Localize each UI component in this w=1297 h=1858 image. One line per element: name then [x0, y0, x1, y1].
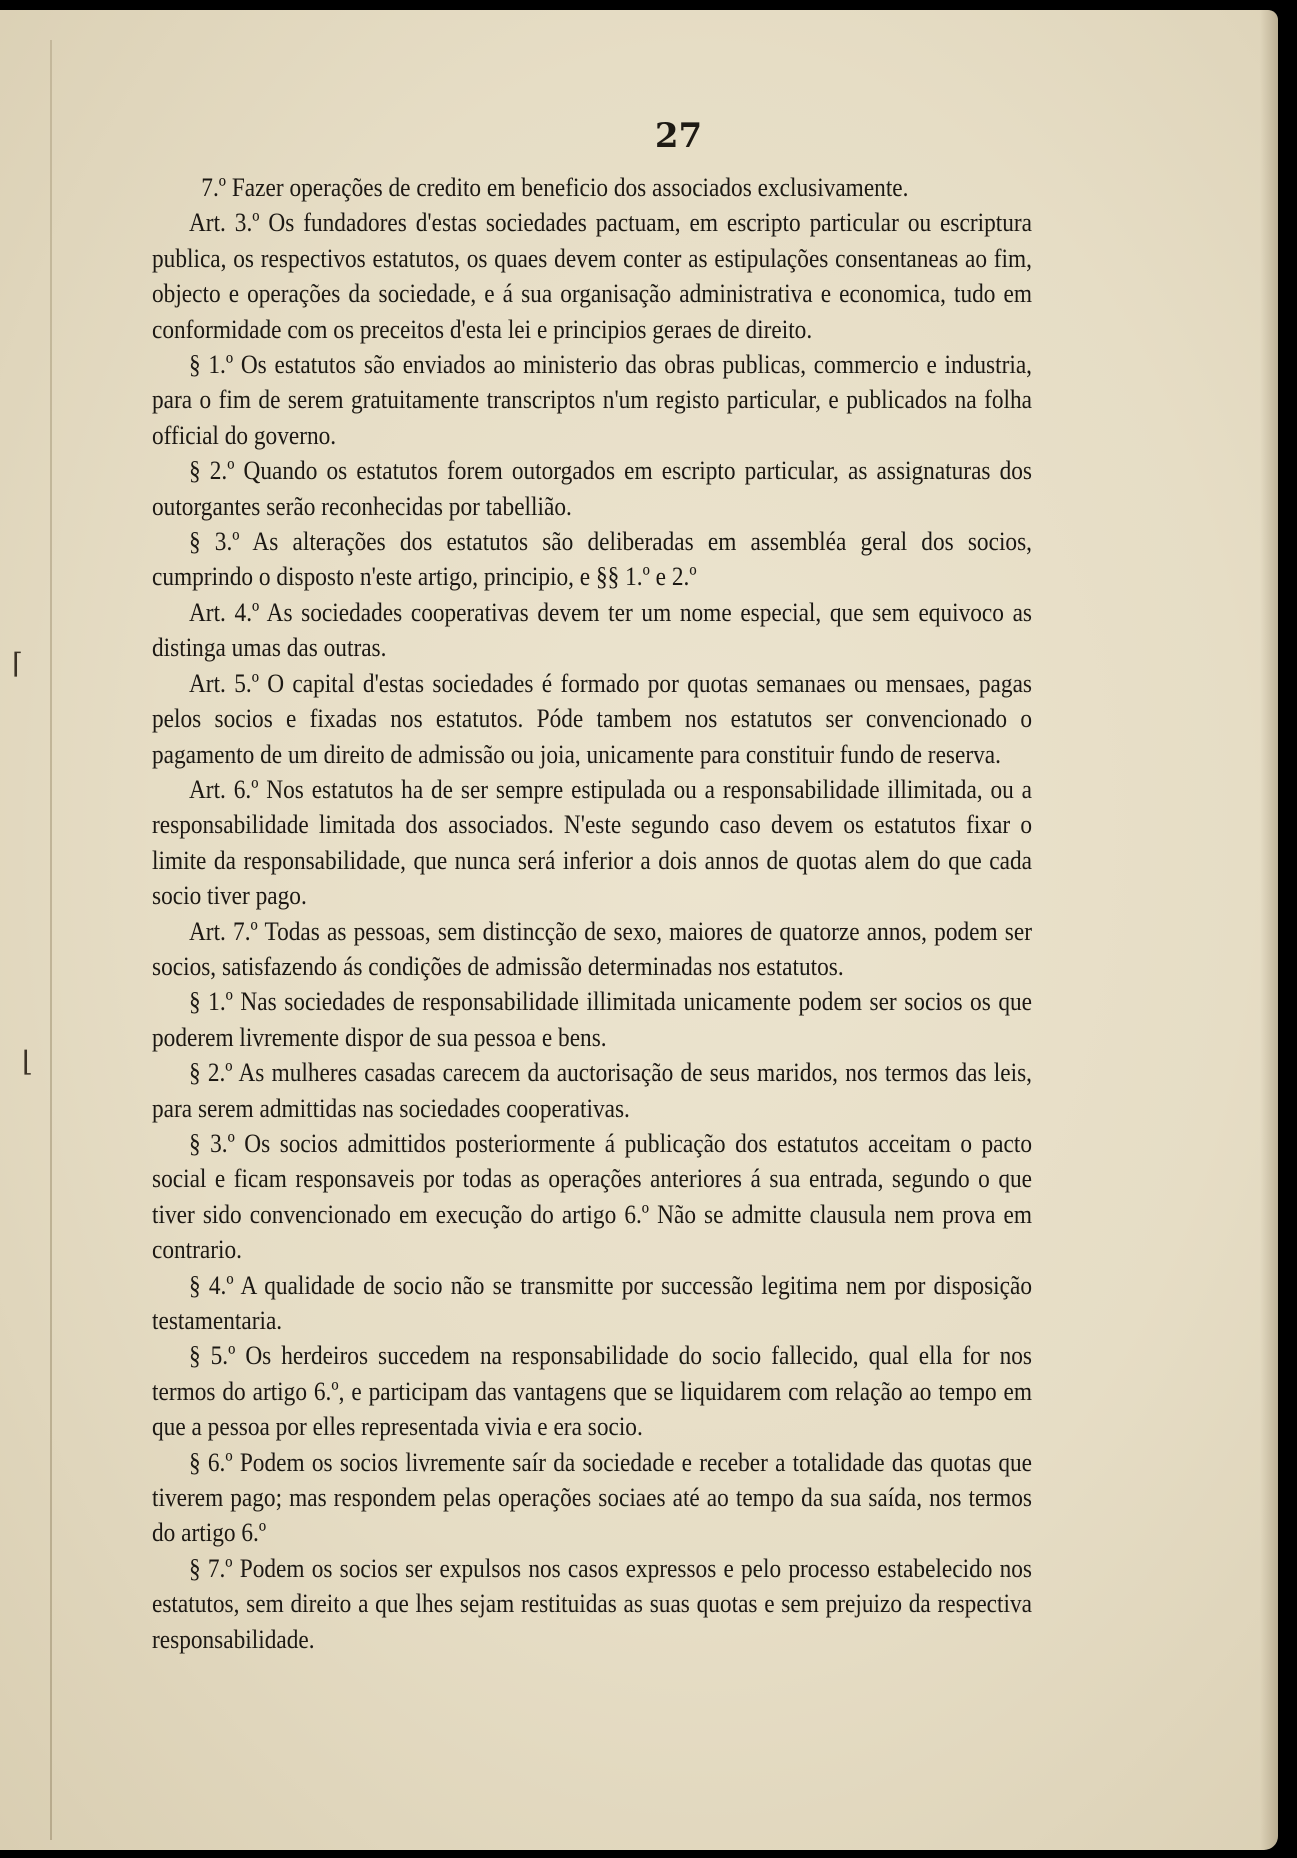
margin-mark-icon: ⌊	[22, 1045, 33, 1078]
paragraph: Art. 7.º Todas as pessoas, sem distincção de sexo, maiores de quatorze annos, podem ser socios, satisfazendo ás condições de admissão determinadas nos estatutos.	[152, 915, 1033, 981]
page-edge-shadow	[1260, 10, 1278, 1850]
paragraph: § 1.º Os estatutos são enviados ao ministerio das obras publicas, commercio e industria, para o fim de serem gratuitamente transcriptos n'um registo particular, e publicados na folha official do governo.	[152, 349, 1033, 450]
paragraph: § 5.º Os herdeiros succedem na responsabilidade do socio fallecido, qual ella for nos termos do artigo 6.º, e participam das vantagens que se liquidarem com relação ao tempo em que a pessoa por elles representada vivia e era socio.	[152, 1340, 1033, 1442]
paragraph: § 2.º Quando os estatutos forem outorgados em escripto particular, as assignaturas dos outorgantes serão reconhecidas por tabellião.	[152, 455, 1033, 521]
paragraph: § 6.º Podem os socios livremente saír da sociedade e receber a totalidade das quotas que tiverem pago; mas respondem pelas operações sociaes até ao tempo da sua saída, nos termos do artigo 6.º	[152, 1446, 1033, 1548]
binding-crease	[50, 40, 52, 1840]
margin-mark-icon: ⌈	[12, 647, 23, 680]
paragraph: § 3.º Os socios admittidos posteriormente á publicação dos estatutos acceitam o pacto social e ficam responsaveis por todas as operações anteriores á sua entrada, segundo o que tiver sido convencionado em execução do artigo 6.º Não se admitte clausula nem prova em contrario.	[152, 1127, 1033, 1265]
page-number: 27	[654, 116, 703, 156]
paragraph: Art. 4.º As sociedades cooperativas devem ter um nome especial, que sem equivoco as distinga umas das outras.	[152, 596, 1033, 663]
paragraph: § 4.º A qualidade de socio não se transmitte por successão legitima nem por disposição testamentaria.	[152, 1269, 1033, 1335]
paragraph: § 3.º As alterações dos estatutos são deliberadas em assembléa geral dos socios, cumprindo o disposto n'este artigo, principio, e §§ 1.º e 2.º	[152, 526, 1033, 592]
paragraph: § 7.º Podem os socios ser expulsos nos casos expressos e pelo processo estabelecido nos estatutos, sem direito a que lhes sejam restituidas as suas quotas e sem prejuizo da respectiva responsabilidade.	[152, 1552, 1033, 1654]
paragraph: § 1.º Nas sociedades de responsabilidade illimitada unicamente podem ser socios os que poderem livremente dispor de sua pessoa e bens.	[152, 986, 1033, 1052]
paragraph: Art. 6.º Nos estatutos ha de ser sempre estipulada ou a responsabilidade illimitada, ou a responsabilidade limitada dos associados. N'este segundo caso devem os estatutos fixar o limite da responsabilidade, que nunca será inferior a dois annos de quotas alem do que cada socio tiver pago.	[152, 773, 1033, 911]
paragraph: § 2.º As mulheres casadas carecem da auctorisação de seus maridos, nos termos das leis, para serem admittidas nas sociedades cooperativas.	[152, 1057, 1033, 1123]
body-text	[152, 170, 1032, 1657]
paragraph: Art. 5.º O capital d'estas sociedades é formado por quotas semanaes ou mensaes, pagas pelos socios e fixadas nos estatutos. Póde tambem nos estatutos ser convencionado o pagamento de um direito de admissão ou joia, unicamente para constituir fundo de reserva.	[152, 667, 1033, 769]
paragraph: 7.º Fazer operações de credito em beneficio dos associados exclusivamente.	[201, 172, 909, 202]
paragraph: Art. 3.º Os fundadores d'estas sociedades pactuam, em escripto particular ou escriptura publica, os respectivos estatutos, os quaes devem conter as estipulações consentaneas ao fim, objecto e operações da sociedade, e á sua organisação administrativa e economica, tudo em conformidade com os preceitos d'esta lei e principios geraes de direito.	[152, 207, 1033, 344]
